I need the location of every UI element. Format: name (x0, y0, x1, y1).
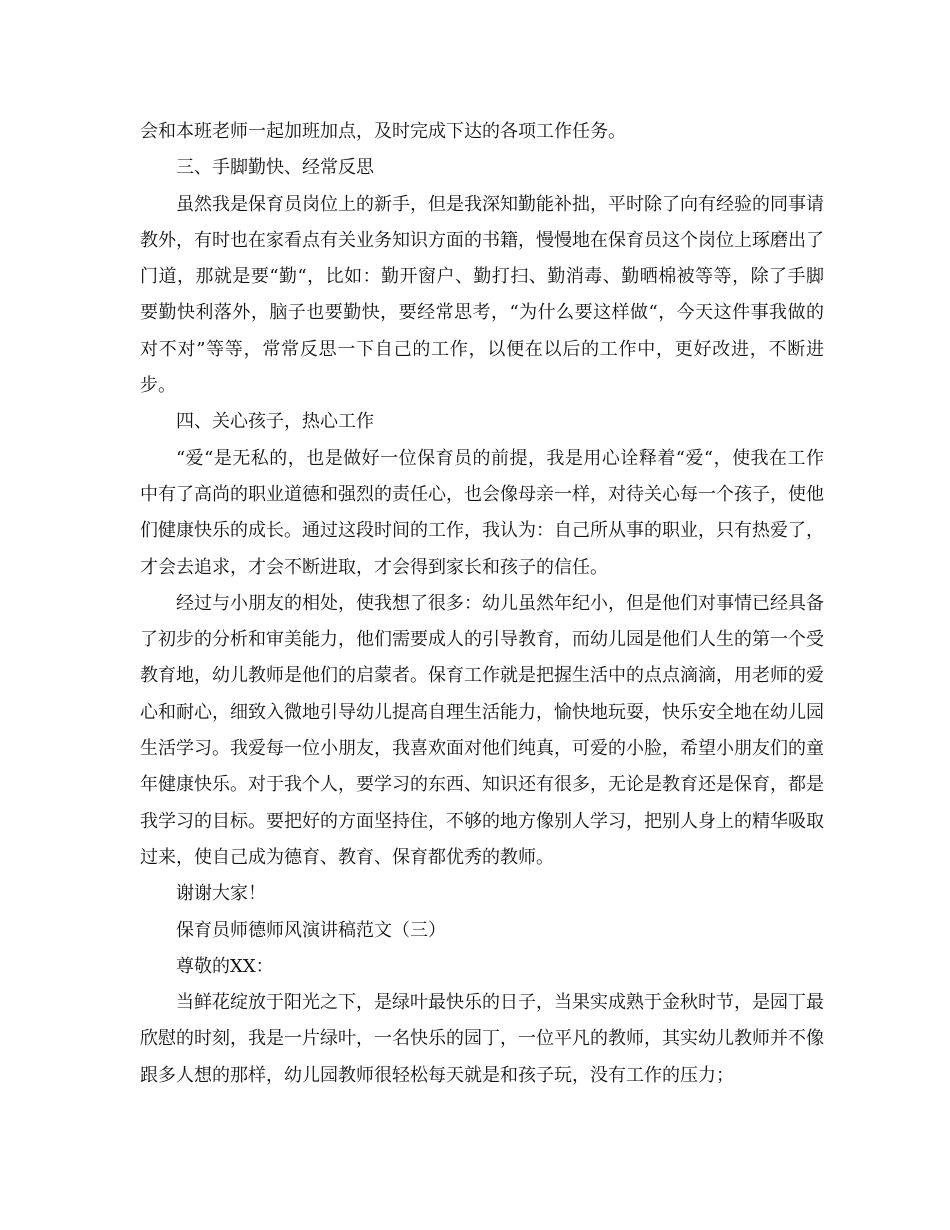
section-heading-3: 三、手脚勤快、经常反思 (176, 157, 374, 179)
section-heading-4: 四、关心孩子，热心工作 (176, 411, 374, 433)
salutation: 尊敬的XX： (176, 955, 274, 977)
closing-thanks: 谢谢大家！ (176, 883, 266, 905)
article-title-3: 保育员师德师风演讲稿范文（三） (176, 919, 446, 941)
paragraph-diligence: 虽然我是保育员岗位上的新手，但是我深知勤能补拙，平时除了向有经验的同事请教外，有时也在家看点有关业务知识方面的书籍，慢慢地在保育员这个岗位上琢磨出了门道，那就是要“勤“，比如：勤开窗户、勤打扫、勤消毒、勤晒棉被等等，除了手脚要勤快利落外，脑子也要勤快，要经常思考，“为什么要这样做“，今天这件事我做的对不对”等等，常常反思一下自己的工作，以便在以后的工作中，更好改进，不断进步。 (140, 193, 824, 397)
paragraph-opening: 当鲜花绽放于阳光之下，是绿叶最快乐的日子，当果实成熟于金秋时节，是园丁最欣慰的时刻，我是一片绿叶，一名快乐的园丁，一位平凡的教师，其实幼儿教师并不像跟多人想的那样，幼儿园教师很轻松每天就是和孩子玩，没有工作的压力； (140, 992, 824, 1086)
paragraph-continuation: 会和本班老师一起加班加点，及时完成下达的各项工作任务。 (140, 121, 626, 142)
paragraph-reflection: 经过与小朋友的相处，使我想了很多：幼儿虽然年纪小，但是他们对事情已经具备了初步的分析和审美能力，他们需要成人的引导教育，而幼儿园是他们人生的第一个受教育地，幼儿教师是他们的启蒙者。保育工作就是把握生活中的点点滴滴，用老师的爱心和耐心，细致入微地引导幼儿提高自理生活能力，愉快地玩耍，快乐安全地在幼儿园生活学习。我爱每一位小朋友，我喜欢面对他们纯真，可爱的小脸，希望小朋友们的童年健康快乐。对于我个人，要学习的东西、知识还有很多，无论是教育还是保育，都是我学习的目标。要把好的方面坚持住，不够的地方像别人学习，把别人身上的精华吸取过来，使自己成为德育、教育、保育都优秀的教师。 (140, 592, 824, 868)
paragraph-love: “爱“是无私的，也是做好一位保育员的前提，我是用心诠释着“爱“，使我在工作中有了高尚的职业道德和强烈的责任心，也会像母亲一样，对待关心每一个孩子，使他们健康快乐的成长。通过这段时间的工作，我认为：自己所从事的职业，只有热爱了，才会去追求，才会不断进取，才会得到家长和孩子的信任。 (140, 447, 824, 578)
document-body (140, 114, 824, 1094)
